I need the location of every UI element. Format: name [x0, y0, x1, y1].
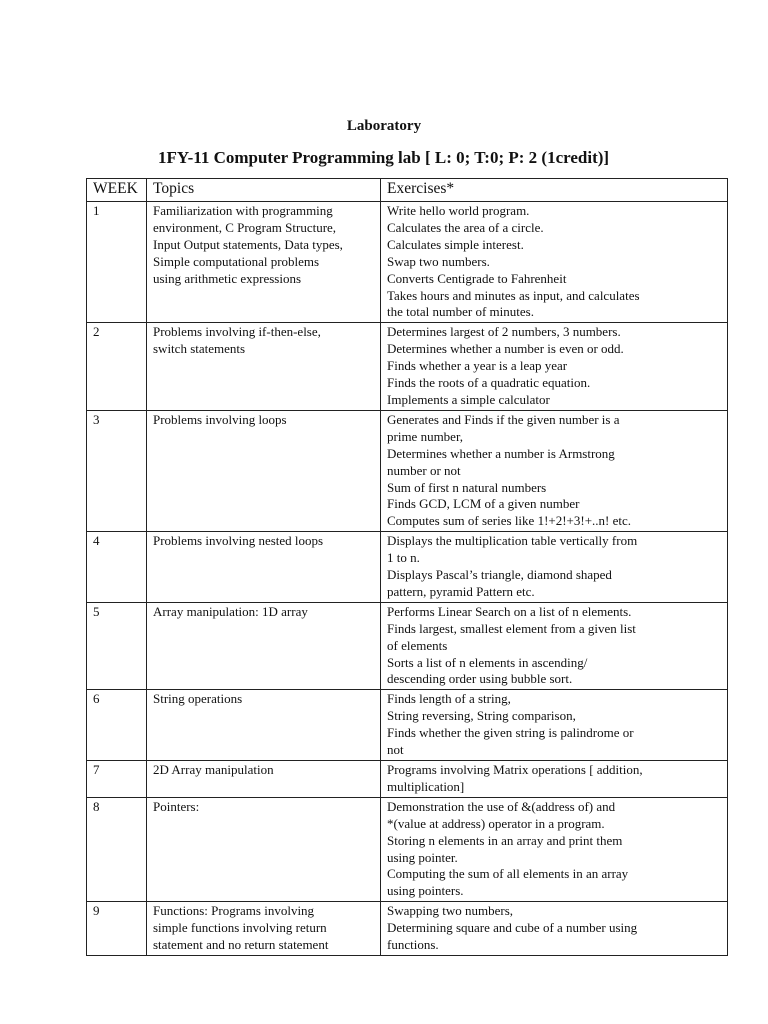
week-cell: 5	[87, 602, 147, 690]
topic-line: Problems involving loops	[153, 411, 287, 427]
exercise-line: using pointers.	[387, 883, 464, 899]
exercises-cell	[381, 202, 728, 323]
exercises-cell	[381, 323, 728, 411]
exercise-line: Finds length of a string,	[387, 691, 511, 707]
exercise-line: pattern, pyramid Pattern etc.	[387, 583, 535, 599]
exercise-line: Computing the sum of all elements in an array	[387, 866, 629, 882]
exercise-line: Converts Centigrade to Fahrenheit	[387, 270, 567, 286]
exercise-line: Determines whether a number is Armstrong	[387, 445, 615, 461]
week-cell: 9	[87, 902, 147, 956]
exercise-line: Swapping two numbers,	[387, 903, 514, 919]
table-header-row	[87, 179, 728, 202]
table-row	[87, 761, 728, 798]
exercise-line: multiplication]	[387, 778, 465, 794]
exercise-line: Generates and Finds if the given number is a	[387, 411, 620, 427]
document-heading: Laboratory	[346, 118, 422, 134]
topic-line: Problems involving nested loops	[153, 533, 324, 549]
header-topics: Topics	[147, 179, 381, 202]
topic-line: Array manipulation: 1D array	[153, 603, 308, 619]
exercise-line: Calculates the area of a circle.	[387, 219, 544, 235]
header-week: WEEK	[87, 179, 147, 202]
exercise-line: Takes hours and minutes as input, and calculates	[387, 287, 640, 303]
exercise-line: Determines largest of 2 numbers, 3 numbers.	[387, 324, 621, 340]
exercises-cell	[381, 410, 728, 531]
exercise-line: Displays the multiplication table vertically from	[387, 533, 638, 549]
topic-line: environment, C Program Structure,	[153, 219, 337, 235]
topic-line: using arithmetic expressions	[153, 270, 302, 286]
week-cell: 6	[87, 690, 147, 761]
exercise-line: number or not	[387, 462, 461, 478]
topic-line: String operations	[153, 691, 243, 707]
table-row	[87, 323, 728, 411]
exercise-line: 1 to n.	[387, 550, 420, 566]
syllabus-table	[86, 178, 728, 956]
exercise-line: Finds GCD, LCM of a given number	[387, 496, 580, 512]
exercise-line: descending order using bubble sort.	[387, 671, 573, 687]
topic-line: simple functions involving return	[153, 920, 327, 936]
exercises-cell	[381, 532, 728, 603]
exercise-line: Finds largest, smallest element from a given list	[387, 620, 636, 636]
exercise-line: prime number,	[387, 428, 464, 444]
topics-cell	[147, 690, 381, 761]
week-cell: 8	[87, 797, 147, 901]
topics-cell	[147, 902, 381, 956]
exercise-line: the total number of minutes.	[387, 304, 534, 320]
table-row	[87, 797, 728, 901]
exercise-line: not	[387, 742, 404, 758]
topic-line: switch statements	[153, 341, 246, 357]
exercise-line: Demonstration the use of &(address of) and	[387, 798, 616, 814]
table-row	[87, 410, 728, 531]
exercise-line: using pointer.	[387, 849, 458, 865]
topics-cell	[147, 602, 381, 690]
exercise-line: Implements a simple calculator	[387, 391, 550, 407]
exercise-line: Sum of first n natural numbers	[387, 479, 547, 495]
exercise-line: Swap two numbers.	[387, 253, 490, 269]
topic-line: Input Output statements, Data types,	[153, 236, 343, 252]
topics-cell	[147, 410, 381, 531]
topic-line: statement and no return statement	[153, 937, 329, 953]
topic-line: Familiarization with programming	[153, 203, 333, 218]
exercise-line: functions.	[387, 937, 439, 953]
exercise-line: Computes sum of series like 1!+2!+3!+..n! etc.	[387, 513, 632, 529]
exercise-line: Determines whether a number is even or odd.	[387, 341, 624, 357]
course-title: 1FY-11 Computer Programming lab [ L: 0; T:0; P: 2 (1credit)]	[158, 148, 610, 167]
exercise-line: *(value at address) operator in a program.	[387, 815, 605, 831]
table-body	[87, 202, 728, 956]
exercise-line: String reversing, String comparison,	[387, 708, 576, 724]
exercises-cell	[381, 602, 728, 690]
exercise-line: Displays Pascal’s triangle, diamond shaped	[387, 567, 612, 583]
exercise-line: Finds whether the given string is palindrome or	[387, 725, 634, 741]
header-exercises: Exercises*	[381, 179, 728, 202]
topics-cell	[147, 323, 381, 411]
exercises-cell	[381, 902, 728, 956]
table-row	[87, 690, 728, 761]
exercise-line: Sorts a list of n elements in ascending/	[387, 654, 588, 670]
exercise-line: Programs involving Matrix operations [ addition,	[387, 762, 643, 777]
topics-cell	[147, 532, 381, 603]
table-row	[87, 532, 728, 603]
week-cell: 3	[87, 410, 147, 531]
topic-line: Pointers:	[153, 798, 200, 814]
exercise-line: Finds whether a year is a leap year	[387, 358, 568, 374]
table-row	[87, 902, 728, 956]
topics-cell	[147, 202, 381, 323]
exercise-line: Write hello world program.	[387, 203, 530, 218]
topics-cell	[147, 761, 381, 798]
table-row	[87, 602, 728, 690]
topic-line: Simple computational problems	[153, 253, 320, 269]
exercise-line: Determining square and cube of a number using	[387, 920, 638, 936]
week-cell: 2	[87, 323, 147, 411]
topic-line: Problems involving if-then-else,	[153, 324, 321, 340]
exercise-line: Performs Linear Search on a list of n elements.	[387, 603, 632, 619]
exercises-cell	[381, 690, 728, 761]
week-cell: 7	[87, 761, 147, 798]
topic-line: 2D Array manipulation	[153, 762, 274, 777]
week-cell: 4	[87, 532, 147, 603]
exercise-line: Calculates simple interest.	[387, 236, 524, 252]
exercise-line: Storing n elements in an array and print them	[387, 832, 623, 848]
week-cell: 1	[87, 202, 147, 323]
table-row	[87, 202, 728, 323]
exercises-cell	[381, 761, 728, 798]
topics-cell	[147, 797, 381, 901]
exercise-line: Finds the roots of a quadratic equation.	[387, 375, 591, 391]
exercise-line: of elements	[387, 637, 448, 653]
exercises-cell	[381, 797, 728, 901]
topic-line: Functions: Programs involving	[153, 903, 315, 919]
